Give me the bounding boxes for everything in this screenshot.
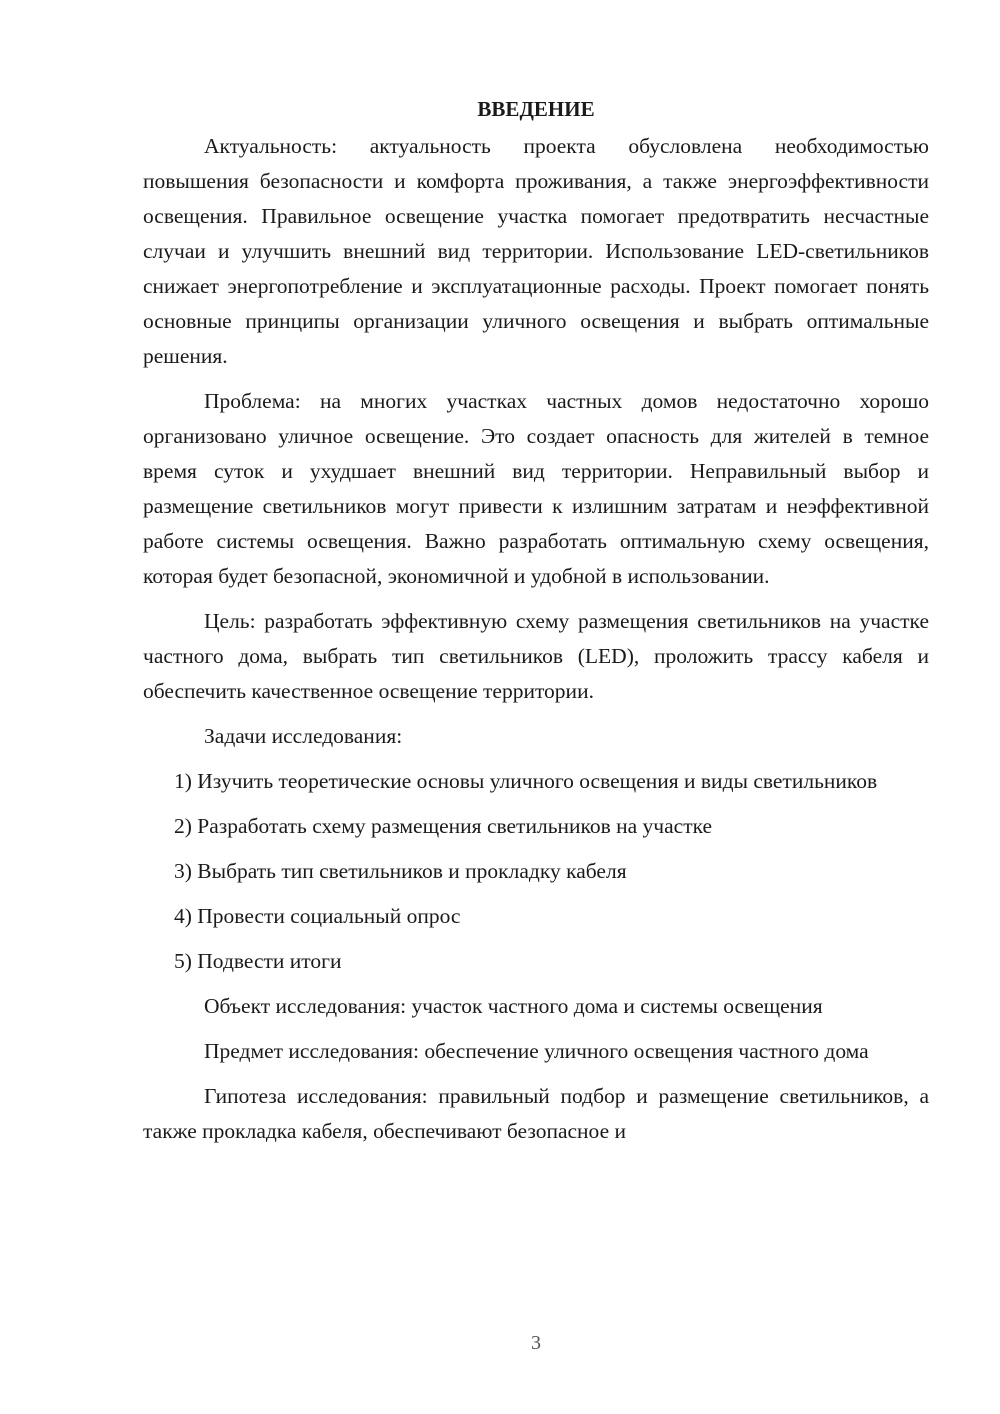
task-item-3: 3) Выбрать тип светильников и прокладку кабеля: [174, 859, 627, 883]
hypothesis-paragraph: Гипотеза исследования: правильный подбор и размещение светильников, а также прокладка кабеля, обеспечивают безопасное и: [143, 1084, 929, 1143]
task-item-4: 4) Провести социальный опрос: [174, 904, 461, 928]
object-paragraph: Объект исследования: участок частного дома и системы освещения: [204, 994, 823, 1018]
page-number: 3: [531, 1332, 541, 1354]
problem-paragraph: Проблема: на многих участках частных домов недостаточно хорошо организовано уличное освещение. Это создает опасность для жителей в темное время суток и ухудшает внешний вид территории. Неправильный выбор и размещение светильников могут привести к излишним затратам и неэффективной работе системы освещения. Важно разработать оптимальную схему освещения, которая будет безопасной, экономичной и удобной в использовании.: [143, 389, 929, 588]
subject-paragraph: Предмет исследования: обеспечение уличного освещения частного дома: [204, 1039, 869, 1063]
section-title: ВВЕДЕНИЕ: [477, 97, 595, 121]
goal-paragraph: Цель: разработать эффективную схему размещения светильников на участке частного дома, выбрать тип светильников (LED), проложить трассу кабеля и обеспечить качественное освещение территории.: [143, 609, 929, 703]
document-page: [143, 92, 929, 1159]
tasks-heading: Задачи исследования:: [204, 724, 403, 748]
task-item-5: 5) Подвести итоги: [174, 949, 342, 973]
relevance-paragraph: Актуальность: актуальность проекта обусловлена необходимостью повышения безопасности и комфорта проживания, а также энергоэффективности освещения. Правильное освещение участка помогает предотвратить несчастные случаи и улучшить внешний вид территории. Использование LED-светильников снижает энергопотребление и эксплуатационные расходы. Проект помогает понять основные принципы организации уличного освещения и выбрать оптимальные решения.: [143, 134, 929, 368]
task-item-2: 2) Разработать схему размещения светильников на участке: [174, 814, 713, 838]
task-item-1: 1) Изучить теоретические основы уличного освещения и виды светильников: [174, 769, 878, 793]
